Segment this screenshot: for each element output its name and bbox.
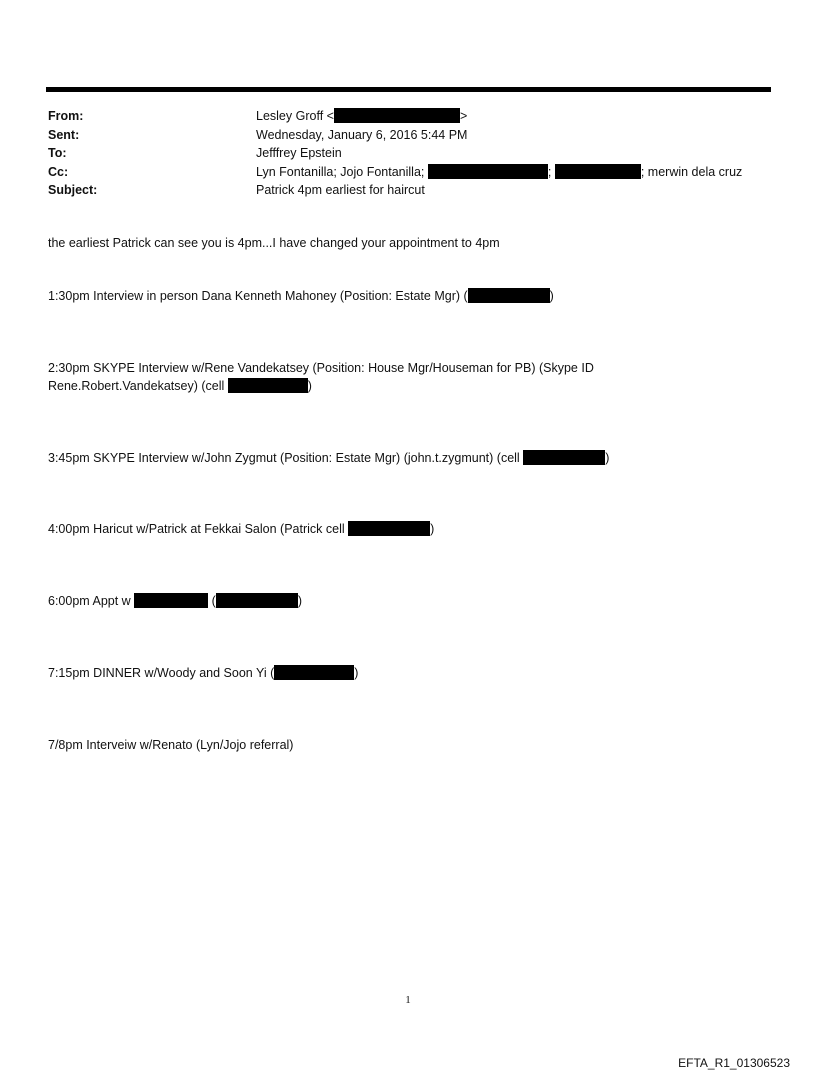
schedule-text-end: ) [297,594,302,608]
redaction-box [555,164,641,179]
to-label: To: [48,146,67,160]
schedule-text-end: ) [549,289,554,303]
schedule-text: 7:15pm DINNER w/Woody and Soon Yi ( [48,666,275,680]
schedule-text: Rene.Robert.Vandekatsey) (cell [48,379,228,393]
to-row [48,144,778,163]
schedule-text-end: ) [354,666,359,680]
schedule-text: 3:45pm SKYPE Interview w/John Zygmut (Position: Estate Mgr) (john.t.zygmunt) (cell [48,451,524,465]
sent-label: Sent: [48,127,80,142]
sent-value: Wednesday, January 6, 2016 5:44 PM [256,127,468,142]
cc-last: ; merwin dela cruz [640,164,743,179]
schedule-text-mid: ( [208,594,216,608]
schedule-text: 4:00pm Haricut w/Patrick at Fekkai Salon (Patrick cell [48,522,349,536]
page-number: 1 [405,994,411,1006]
schedule-text: 6:00pm Appt w [48,594,135,608]
schedule-text-end: ) [605,451,610,465]
from-value [256,107,778,126]
document-id: EFTA_R1_01306523 [678,1056,790,1070]
schedule-text-end: ) [307,379,312,393]
redaction-box [468,288,550,303]
redaction-box [334,108,460,123]
subject-value: Patrick 4pm earliest for haircut [256,183,425,197]
sent-row [48,126,778,145]
redaction-box [228,378,308,393]
redaction-box [134,593,208,608]
cc-names: Lyn Fontanilla; Jojo Fontanilla; [256,164,425,179]
to-value: Jefffrey Epstein [256,146,342,160]
schedule-line-1 [48,287,554,305]
from-name: Lesley Groff < [256,109,334,123]
schedule-line-4 [48,520,434,538]
cc-row [48,163,778,182]
header-rule [46,87,771,92]
schedule-line-2a: 2:30pm SKYPE Interview w/Rene Vandekatsey (Position: House Mgr/Houseman for PB) (Skype ID [48,361,594,375]
schedule-line-3 [48,449,609,467]
subject-label: Subject: [48,183,98,197]
cc-label: Cc: [48,164,69,179]
redaction-box [216,593,298,608]
redaction-box [274,665,354,680]
from-suffix: > [459,109,468,123]
schedule-text-end: ) [430,522,435,536]
schedule-line-6 [48,664,358,682]
schedule-line-2b [48,377,312,395]
schedule-text: 1:30pm Interview in person Dana Kenneth Mahoney (Position: Estate Mgr) ( [48,289,468,303]
cc-value [256,163,778,182]
schedule-line-7: 7/8pm Interveiw w/Renato (Lyn/Jojo referral) [48,738,294,752]
email-header [48,107,778,200]
cc-separator: ; [547,164,552,179]
intro-line: the earliest Patrick can see you is 4pm...I have changed your appointment to 4pm [48,236,500,250]
subject-row [48,181,778,200]
redaction-box [428,164,548,179]
from-row [48,107,778,126]
redaction-box [348,521,430,536]
from-label: From: [48,109,84,123]
schedule-line-5 [48,592,302,610]
redaction-box [523,450,605,465]
